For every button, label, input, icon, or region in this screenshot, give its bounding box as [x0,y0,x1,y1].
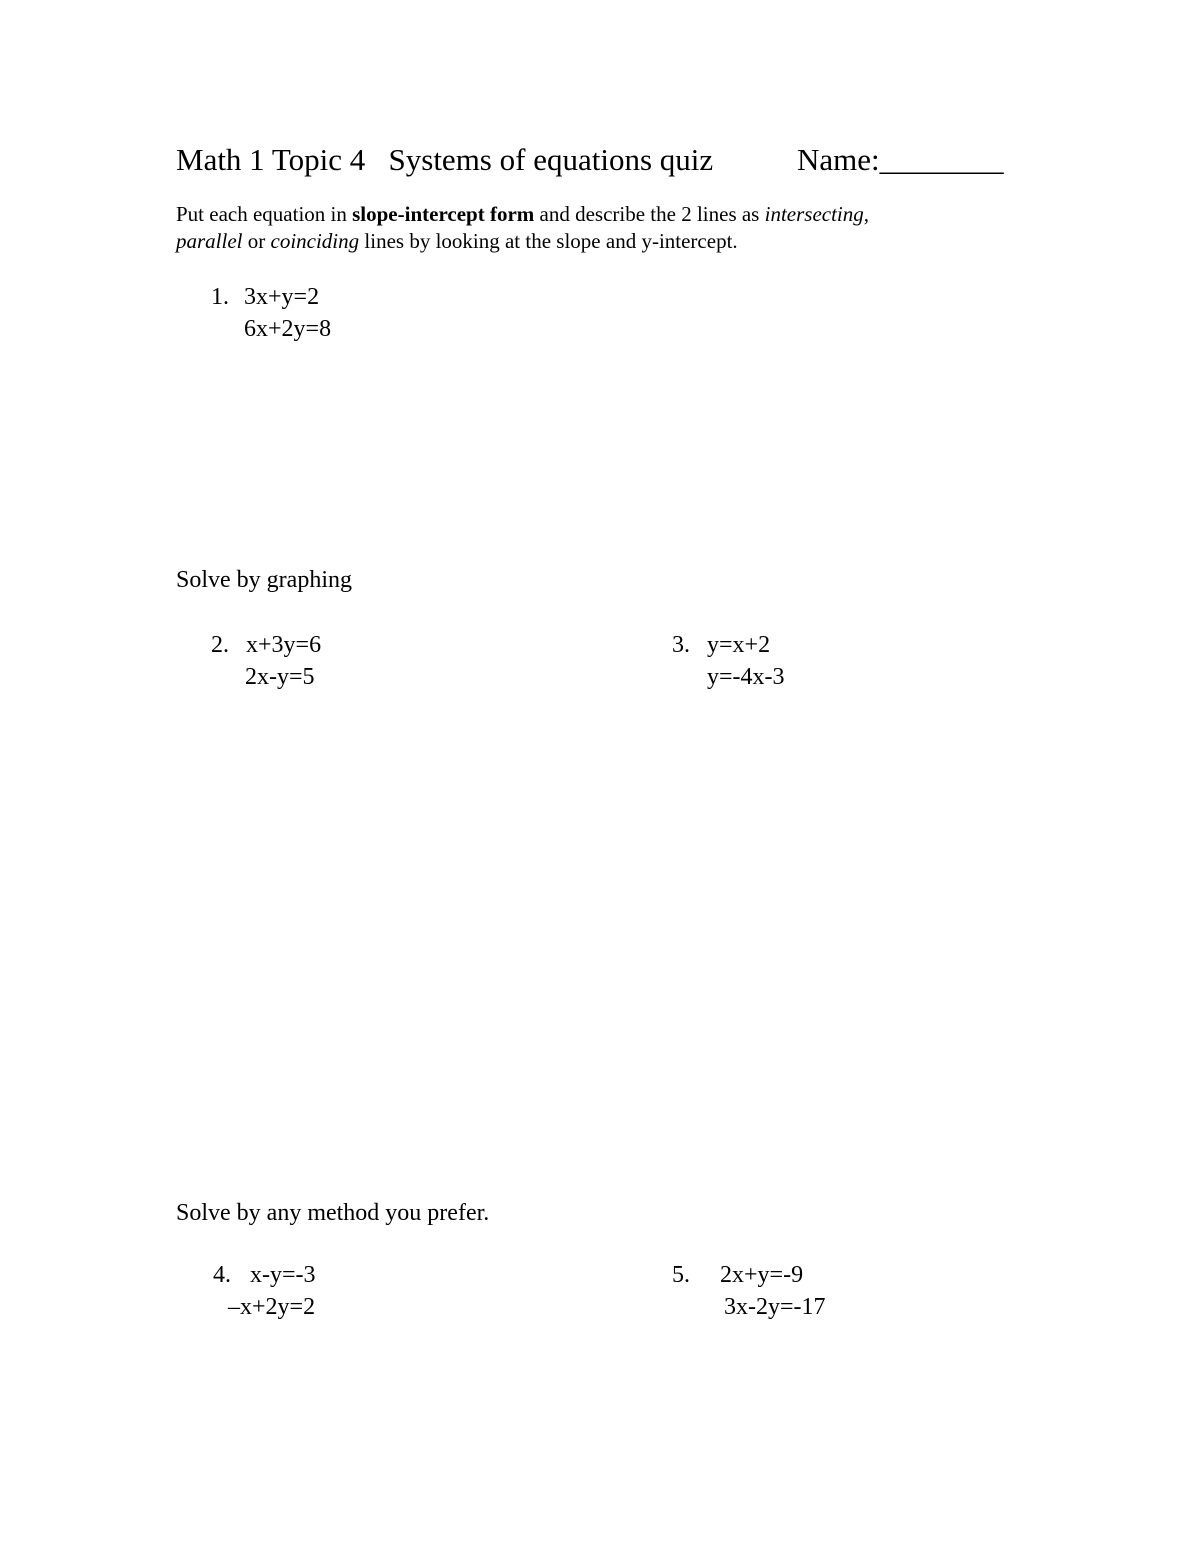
instructions-text-4: lines by looking at the slope and y-intercept. [359,229,738,253]
problem-5-number: 5. [672,1262,690,1288]
problem-2-equation-1: x+3y=6 [246,632,322,658]
problem-1-number: 1. [211,284,229,310]
problem-2-number: 2. [211,632,229,658]
instructions-text-3: or [242,229,271,253]
problem-4-equation-2: –x+2y=2 [228,1294,316,1320]
instructions-text-2: and describe the 2 lines as [534,202,765,226]
instructions-comma: , [863,202,870,226]
problem-1-equation-1: 3x+y=2 [244,284,320,310]
section-heading-any-method: Solve by any method you prefer. [176,1200,490,1226]
instructions-bold-term: slope-intercept form [352,202,535,226]
problem-5-equation-1: 2x+y=-9 [720,1262,804,1288]
problem-3-equation-1: y=x+2 [707,632,771,658]
name-field-label: Name:________ [797,142,1004,177]
problem-3-number: 3. [672,632,690,658]
instructions-line-1 [176,201,869,228]
problem-5-equation-2: 3x-2y=-17 [724,1294,826,1320]
problem-1-equation-2: 6x+2y=8 [244,316,332,342]
instructions-line-2 [176,228,738,255]
term-intersecting: intersecting [764,202,864,226]
instructions-text-1: Put each equation in [176,202,353,226]
problem-2-equation-2: 2x-y=5 [245,664,315,690]
problem-4-equation-1: x-y=-3 [250,1262,316,1288]
page-title: Math 1 Topic 4 Systems of equations quiz [176,142,714,177]
section-heading-graphing: Solve by graphing [176,567,352,593]
problem-3-equation-2: y=-4x-3 [707,664,785,690]
term-coinciding: coinciding [270,229,360,253]
term-parallel: parallel [176,229,243,253]
problem-4-number: 4. [213,1262,231,1288]
